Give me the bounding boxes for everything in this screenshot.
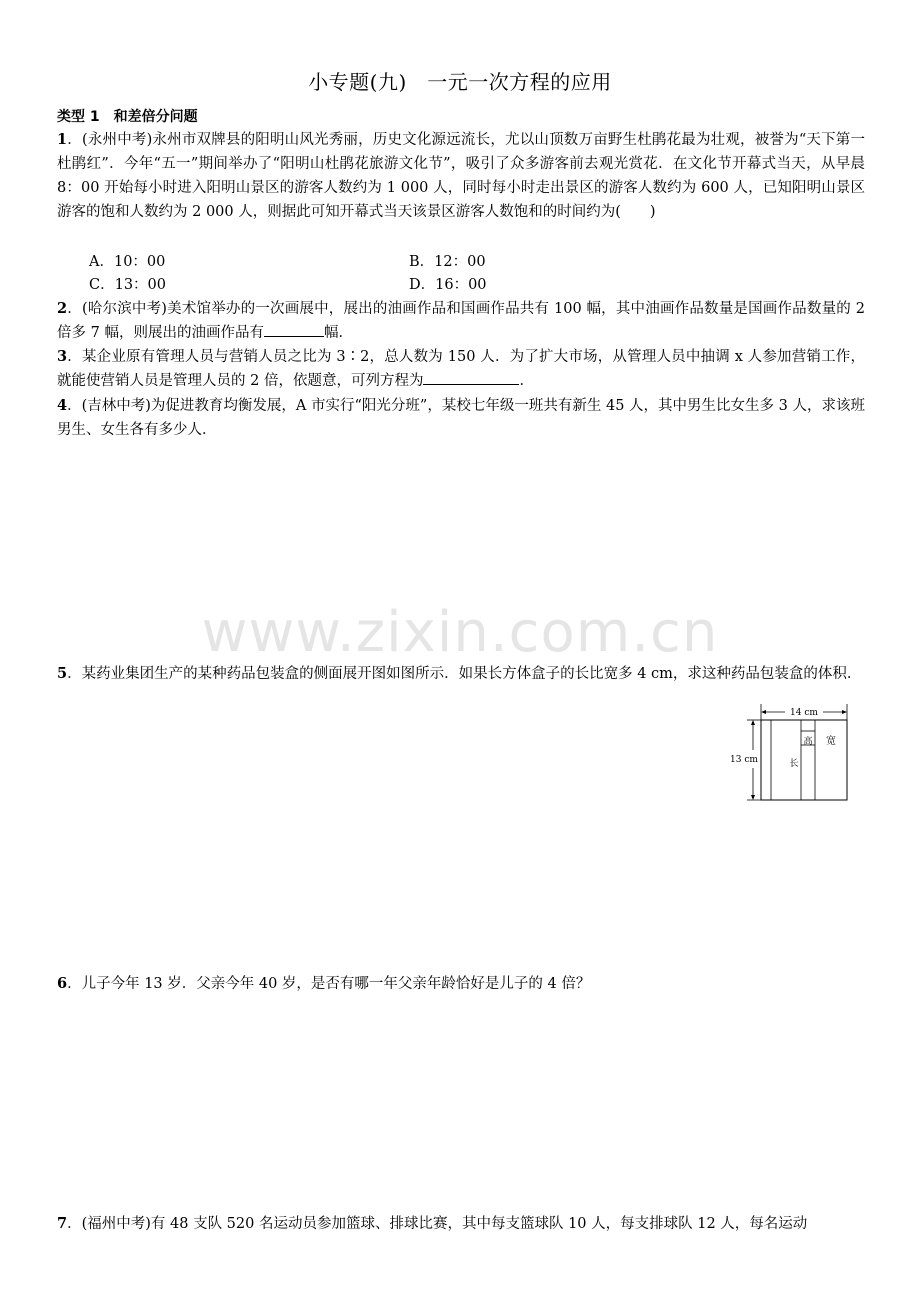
label-length: 长 [789, 759, 799, 769]
option-a: A．10：00 [89, 254, 166, 270]
question-6 [57, 972, 865, 996]
option-d: D．16：00 [409, 277, 487, 293]
option-b: B．12：00 [409, 254, 486, 270]
question-text: ．儿子今年 13 岁．父亲今年 40 岁，是否有哪一年父亲年龄恰好是儿子的 4 倍？ [67, 976, 591, 992]
section-heading: 类型 1 和差倍分问题 [57, 109, 198, 125]
options-row-2 [89, 273, 487, 297]
question-number: 5 [57, 665, 68, 682]
question-text: ．(福州中考)有 48 支队 520 名运动员参加篮球、排球比赛，其中每支篮球队 10 人，每支排球队 12 人，每名运动 [67, 1216, 808, 1232]
question-7 [57, 1212, 865, 1236]
question-text: ．(吉林中考)为促进教育均衡发展，A 市实行“阳光分班”，某校七年级一班共有新生 45 人，其中男生比女生多 3 人，求该班男生、女生各有多少人． [57, 398, 865, 438]
options-row-1 [89, 250, 486, 274]
watermark: www.zixin.com.cn [201, 600, 719, 665]
page-title: 小专题(九) 一元一次方程的应用 [308, 70, 612, 94]
question-text-end: ． [519, 373, 534, 389]
label-width: 宽 [826, 736, 836, 747]
question-number: 3 [57, 348, 68, 365]
question-text: ．(哈尔滨中考)美术馆举办的一次画展中，展出的油画作品和国画作品共有 100 幅，其中油画作品数量是国画作品数量的 2 倍多 7 幅，则展出的油画作品有 [57, 301, 865, 341]
question-number: 2 [57, 300, 68, 317]
question-number: 4 [57, 397, 68, 414]
question-5 [57, 662, 865, 686]
box-net-figure [725, 700, 865, 805]
answer-blank [423, 370, 519, 385]
left-dimension-label: 13 cm [730, 755, 758, 765]
question-text: ．(永州中考)永州市双牌县的阳明山风光秀丽，历史文化源远流长，尤以山顶数万亩野生杜鹃花最为壮观，被誉为“天下第一杜鹃红”．今年“五一”期间举办了“阳明山杜鹃花旅游文化节”，吸引了众多游客前去观光赏花．在文化节开幕式当天，从早晨 8：00 开始每小时进入阳明山景区的游客人数约为 1 000 人，同时每小时走出景区的游客人数约为 600 人，已知阳明山景区游客的饱和人数约为 2 000 人，则据此可知开幕式当天该景区游客人数饱和的时间约为( ) [57, 132, 865, 220]
question-number: 6 [57, 975, 68, 992]
label-height: 高 [803, 737, 813, 747]
question-text-end: 幅． [323, 325, 353, 341]
top-dimension-label: 14 cm [790, 708, 818, 718]
question-4 [57, 394, 865, 442]
question-text: ．某企业原有管理人员与营销人员之比为 3∶2，总人数为 150 人．为了扩大市场，从管理人员中抽调 x 人参加营销工作，就能使营销人员是管理人员的 2 倍，依题意，可列方程为 [57, 349, 865, 389]
question-number: 1 [57, 131, 68, 148]
question-3 [57, 345, 865, 393]
option-c: C．13：00 [89, 277, 166, 293]
question-text: ．某药业集团生产的某种药品包装盒的侧面展开图如图所示．如果长方体盒子的长比宽多 4 cm，求这种药品包装盒的体积． [67, 666, 862, 682]
answer-blank [264, 322, 324, 337]
question-2 [57, 297, 865, 345]
question-1 [57, 128, 865, 224]
question-number: 7 [57, 1215, 68, 1232]
